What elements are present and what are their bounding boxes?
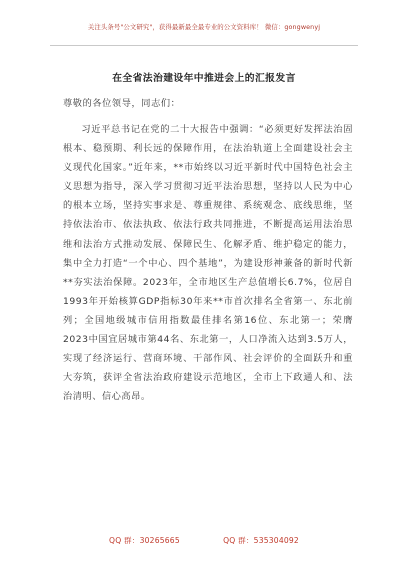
footer-contact bbox=[0, 535, 408, 546]
qq-group-1: QQ 群：30265665 bbox=[109, 536, 180, 545]
body-paragraph: 习近平总书记在党的二十大报告中强调：“必须更好发挥法治固根本、稳预期、利长远的保障作用，在法治轨道上全面建设社会主义现代化国家。”近年来，**市始终以习近平新时代中国特色社会主义思想为指导，深入学习贯彻习近平法治思想，坚持以人民为中心的根本立场，坚持实事求是、尊重规律、系统观念、底线思维，坚持依法治市、依法执政、依法行政共同推进，不断提高运用法治思维和法治方式推动发展、保障民生、化解矛盾、维护稳定的能力，集中全力打造“一个中心、四个基地”，为建设形神兼备的新时代新**夯实法治保障。2023年，全市地区生产总值增长6.7%，位居自1993年开始核算GDP指标30年来**市首次排名全省第一、东北前列；全国地级城市信用指数最佳排名第16位、东北第一；荣膺2023中国宜居城市第44名、东北第一，人口净流入达到3.5万人，实现了经济运行、营商环境、干部作风、社会评价的全面跃升和重大夯筑，获评全省法治政府建设示范地区，全市上下政通人和、法治清明、信心高昂。 bbox=[63, 124, 353, 403]
salutation: 尊敬的各位领导，同志们： bbox=[63, 98, 181, 109]
header-banner: 关注头条号"公文研究"，获得最新最全最专业的公文资料库！ 微信：gongwenyj bbox=[87, 23, 321, 31]
document-title: 在全省法治建设年中推进会上的汇报发言 bbox=[112, 73, 296, 84]
header-divider bbox=[50, 45, 358, 46]
qq-group-2: QQ 群：535304092 bbox=[223, 536, 299, 545]
